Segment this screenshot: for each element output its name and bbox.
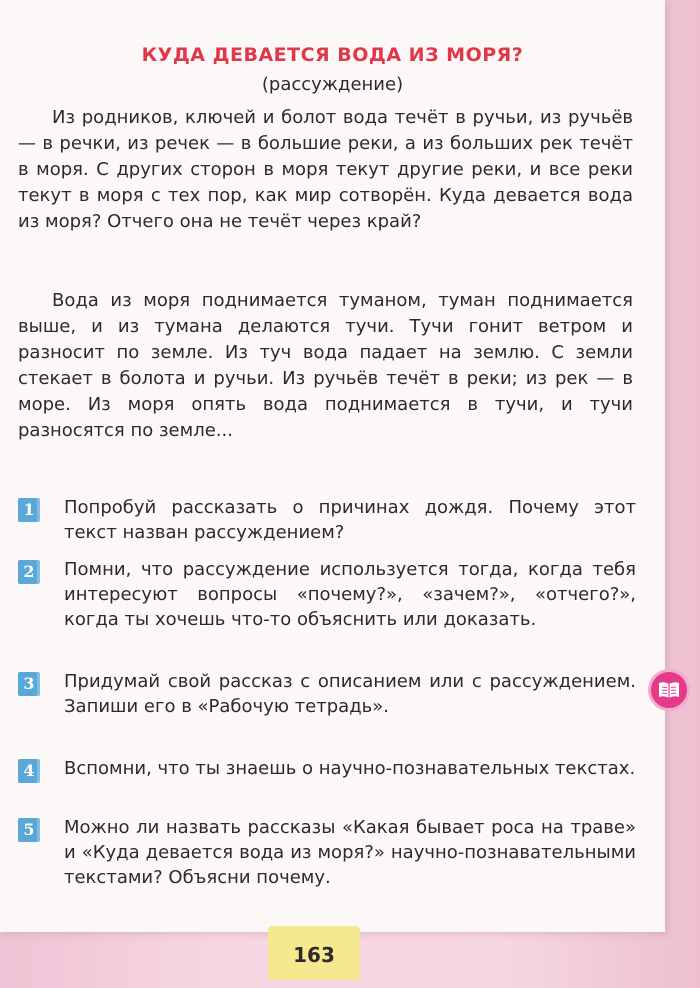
genre-subtitle: (рассуждение) xyxy=(261,74,404,95)
task-text: Вспомни, что ты знаешь о научно-познавательных текстах. xyxy=(64,758,636,779)
task-number-badge: 3 xyxy=(18,672,40,696)
page-number: 163 xyxy=(268,926,360,980)
task-text: Можно ли назвать рассказы «Какая бывает роса на траве» и «Куда девается вода из моря?» научно-познавательными текстами? Объясни почему. xyxy=(64,817,636,888)
task-number-badge: 4 xyxy=(18,759,40,783)
open-book-glyph xyxy=(658,680,680,700)
page-title: КУДА ДЕВАЕТСЯ ВОДА ИЗ МОРЯ? xyxy=(141,44,524,66)
task-text: Помни, что рассуждение используется тогда, когда тебя интересуют вопросы «почему?», «зачем?», «отчего?», когда ты хочешь что-то объяснить или доказать. xyxy=(64,559,636,630)
open-book-icon xyxy=(648,669,690,711)
text-paragraph-2: Вода из моря поднимается туманом, туман поднимается выше, и из тумана делаются тучи. Тучи гонит ветром и разносит по земле. Из туч вода падает на землю. С земли стекает в болота и ручьи. Из ручьёв течёт в реки; из рек — в море. Из моря опять вода поднимается в тучи, и тучи разносятся по земле... xyxy=(18,290,633,441)
task-number-badge: 5 xyxy=(18,818,40,842)
task-number-badge: 2 xyxy=(18,560,40,584)
task-text: Попробуй рассказать о причинах дождя. Почему этот текст назван рассуждением? xyxy=(64,497,636,543)
task-text: Придумай свой рассказ с описанием или с рассуждением. Запиши его в «Рабочую тетрадь». xyxy=(64,671,636,717)
task-number-badge: 1 xyxy=(18,498,40,522)
text-paragraph-1: Из родников, ключей и болот вода течёт в ручьи, из ручьёв — в речки, из речек — в большие реки, а из больших рек течёт в моря. С других сторон в моря текут другие реки, и все реки текут в моря с тех пор, как мир сотворён. Куда девается вода из моря? Отчего она не течёт через край? xyxy=(18,107,633,232)
